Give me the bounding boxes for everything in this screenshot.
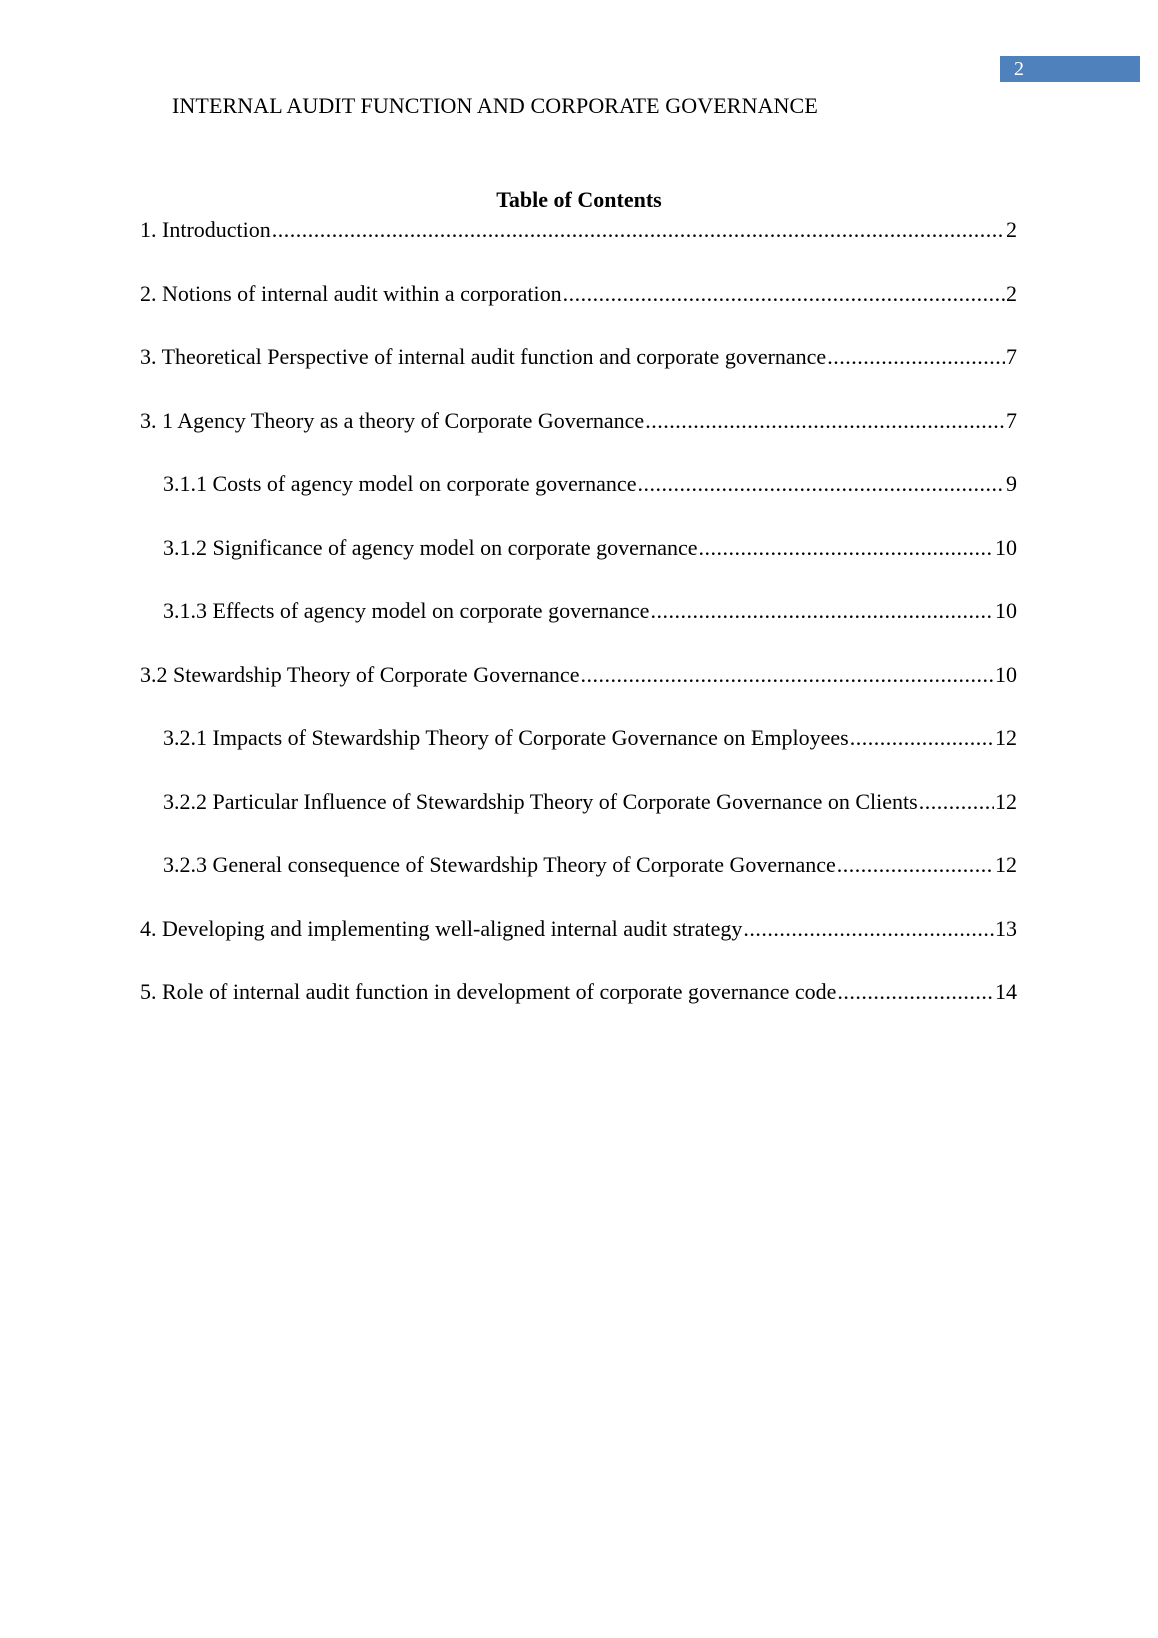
toc-entry-influence-on-clients[interactable]: [140, 788, 1017, 852]
toc-entry-page: 12: [995, 788, 1017, 814]
toc-entry-page: 7: [1006, 407, 1017, 433]
toc-entry-impacts-on-employees[interactable]: [140, 724, 1017, 788]
toc-entry-label: 3.1.2 Significance of agency model on corporate governance: [163, 534, 698, 560]
toc-entry-label: 3. Theoretical Perspective of internal audit function and corporate governance: [140, 344, 827, 369]
toc-dot-leader: [743, 915, 994, 943]
toc-entry-page: 7: [1006, 344, 1017, 369]
toc-entry-page: 2: [1006, 280, 1017, 306]
toc-entry-page: 2: [1006, 217, 1017, 242]
toc-entry-governance-code[interactable]: [140, 978, 1017, 1042]
toc-entry-label: 3.2 Stewardship Theory of Corporate Governance: [140, 661, 580, 687]
toc-entry-page: 10: [995, 598, 1017, 623]
toc-dot-leader: [919, 788, 994, 816]
table-of-contents: [140, 216, 1017, 1042]
toc-dot-leader: [650, 597, 994, 625]
toc-dot-leader: [850, 724, 994, 752]
toc-entry-page: 14: [995, 979, 1017, 1004]
toc-entry-label: 5. Role of internal audit function in development of corporate governance code: [140, 979, 837, 1004]
toc-entry-notions-of-internal-audit[interactable]: [140, 280, 1017, 344]
toc-entry-label: 3.1.1 Costs of agency model on corporate governance: [163, 471, 637, 496]
toc-dot-leader: [827, 343, 1005, 371]
toc-dot-leader: [580, 661, 994, 689]
toc-dot-leader: [837, 851, 994, 879]
toc-entry-label: 3.1.3 Effects of agency model on corporate governance: [163, 598, 650, 623]
toc-entry-introduction[interactable]: [140, 216, 1017, 280]
toc-entry-costs-of-agency-model[interactable]: [140, 470, 1017, 534]
toc-entry-agency-theory[interactable]: [140, 407, 1017, 471]
toc-dot-leader: [272, 216, 1005, 244]
toc-entry-stewardship-theory[interactable]: [140, 661, 1017, 725]
toc-entry-page: 9: [1006, 471, 1017, 496]
toc-entry-effects-of-agency-model[interactable]: [140, 597, 1017, 661]
toc-entry-page: 10: [995, 661, 1017, 687]
toc-entry-general-consequence[interactable]: [140, 851, 1017, 915]
toc-dot-leader: [563, 280, 1005, 308]
toc-entry-page: 12: [995, 852, 1017, 877]
toc-entry-page: 13: [995, 915, 1017, 941]
toc-entry-page: 10: [995, 534, 1017, 560]
toc-entry-significance-of-agency-model[interactable]: [140, 534, 1017, 598]
toc-entry-label: 3. 1 Agency Theory as a theory of Corporate Governance: [140, 407, 645, 433]
toc-dot-leader: [637, 470, 1005, 498]
toc-entry-label: 4. Developing and implementing well-aligned internal audit strategy: [140, 915, 743, 941]
page-number-badge: 2: [1000, 56, 1140, 82]
toc-entry-label: 3.2.2 Particular Influence of Stewardship Theory of Corporate Governance on Clients: [163, 788, 918, 814]
toc-entry-label: 1. Introduction: [140, 217, 271, 242]
running-head: INTERNAL AUDIT FUNCTION AND CORPORATE GOVERNANCE: [172, 93, 818, 118]
toc-entry-theoretical-perspective[interactable]: [140, 343, 1017, 407]
toc-dot-leader: [837, 978, 994, 1006]
toc-dot-leader: [699, 534, 994, 562]
toc-dot-leader: [645, 407, 1005, 435]
toc-entry-label: 3.2.1 Impacts of Stewardship Theory of Corporate Governance on Employees: [163, 725, 849, 750]
toc-entry-label: 2. Notions of internal audit within a corporation: [140, 280, 562, 306]
toc-entry-label: 3.2.3 General consequence of Stewardship Theory of Corporate Governance: [163, 852, 836, 877]
toc-title: Table of Contents: [496, 187, 662, 212]
toc-entry-audit-strategy[interactable]: [140, 915, 1017, 979]
toc-entry-page: 12: [995, 725, 1017, 750]
